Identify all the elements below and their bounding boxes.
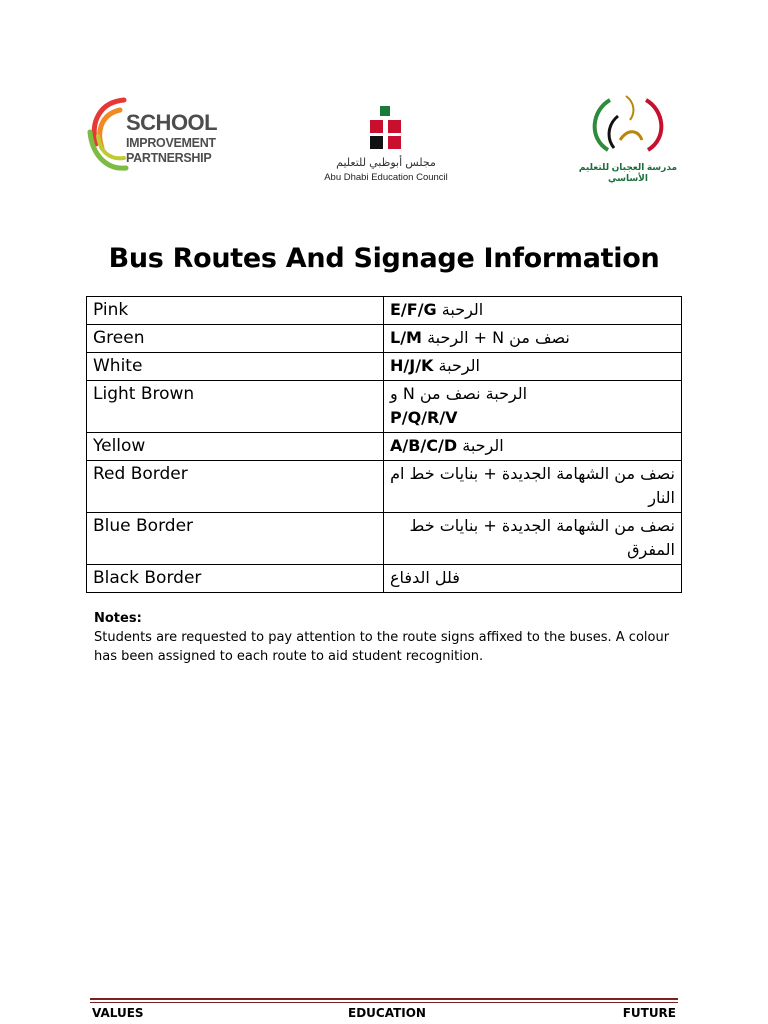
school-arabic-name: مدرسة العجبان للتعليم الأساسي [578, 162, 678, 183]
table-row [87, 381, 682, 433]
notes-body: Students are requested to pay attention to the route signs affixed to the buses. A colour has been assigned to each route to aid student recognition. [94, 630, 670, 664]
route-area-text: نصف من الشهامة الجديدة + بنايات خط المفرق [409, 516, 675, 559]
table-row [87, 353, 682, 381]
sip-line-2: IMPROVEMENT [126, 136, 216, 150]
notes-heading: Notes: [94, 611, 142, 626]
notes-section [94, 609, 674, 666]
footer-values: VALUES [92, 1006, 144, 1020]
route-color-cell: Green [87, 325, 384, 353]
route-area-cell [384, 297, 682, 325]
footer-rule [90, 998, 678, 1000]
route-area-text: الرحبة نصف من N و [390, 384, 528, 403]
table-row [87, 565, 682, 593]
sip-line-3: PARTNERSHIP [126, 151, 212, 165]
footer-future: FUTURE [622, 1006, 676, 1020]
table-row [87, 433, 682, 461]
route-area-line [390, 514, 675, 562]
route-code: A/B/C/D [390, 436, 458, 455]
route-code: L/M [390, 328, 422, 347]
school-emblem-icon [578, 90, 678, 162]
route-area-text: الرحبة [462, 436, 504, 455]
route-area-cell [384, 353, 682, 381]
route-color-cell: Light Brown [87, 381, 384, 433]
route-area-cell [384, 381, 682, 433]
route-area-cell [384, 433, 682, 461]
route-area-text: فلل الدفاع [390, 568, 460, 587]
route-color-cell: White [87, 353, 384, 381]
adec-english-name: Abu Dhabi Education Council [324, 172, 448, 183]
route-area-line [390, 566, 460, 590]
page-title: Bus Routes And Signage Information [108, 243, 660, 274]
route-area-text: الرحبة [438, 356, 480, 375]
route-area-line [390, 434, 675, 458]
route-area-line [390, 354, 675, 378]
route-color-cell: Black Border [87, 565, 384, 593]
route-code: H/J/K [390, 356, 434, 375]
route-area-line [390, 326, 675, 350]
route-area-cell [384, 325, 682, 353]
table-row [87, 325, 682, 353]
route-color-cell: Red Border [87, 461, 384, 513]
route-area-cell [384, 461, 682, 513]
route-color-cell: Blue Border [87, 513, 384, 565]
school-improvement-partnership-logo [86, 92, 226, 182]
footer-rule-thin [90, 1002, 678, 1003]
adec-logo [314, 100, 458, 190]
route-area-line [390, 462, 675, 510]
adec-arabic-name: مجلس أبوظبي للتعليم [336, 157, 436, 169]
route-area-cell [384, 565, 682, 593]
route-color-cell: Yellow [87, 433, 384, 461]
route-color-cell: Pink [87, 297, 384, 325]
route-area-line [390, 382, 675, 406]
routes-table [86, 296, 682, 593]
table-row [87, 461, 682, 513]
school-logo [578, 90, 678, 186]
table-row [87, 297, 682, 325]
route-area-text: نصف من N + الرحبة [427, 328, 570, 347]
route-code: P/Q/R/V [390, 408, 458, 427]
route-area-cell [384, 513, 682, 565]
route-area-text: الرحبة [441, 300, 484, 319]
sip-line-1: SCHOOL [126, 110, 218, 135]
table-row [87, 513, 682, 565]
route-area-line [390, 298, 675, 322]
footer-education: EDUCATION [348, 1006, 426, 1020]
route-code: E/F/G [390, 300, 437, 319]
logo-bar [0, 90, 768, 190]
route-area-text: نصف من الشهامة الجديدة + بنايات خط ام النار [390, 464, 675, 507]
adec-emblem-icon [366, 106, 406, 150]
